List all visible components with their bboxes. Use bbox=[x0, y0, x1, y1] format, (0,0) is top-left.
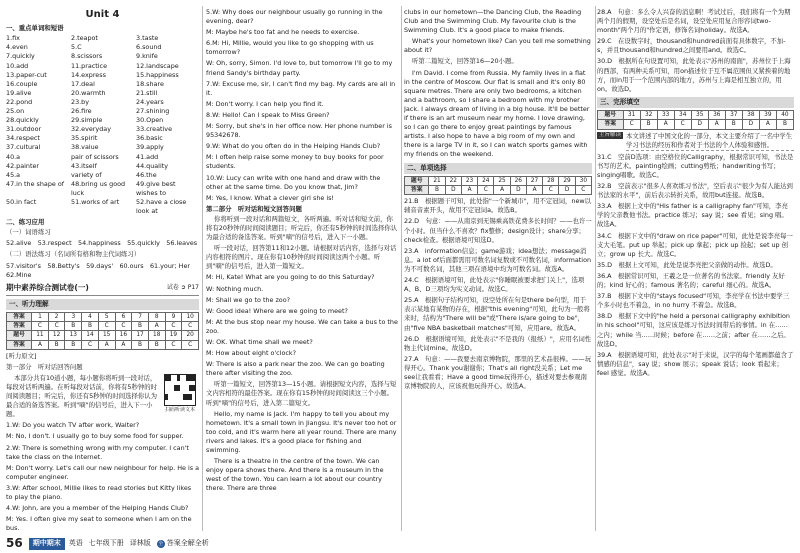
dialog-line: 4.W: John, are you a member of the Helping Hands Club? bbox=[6, 504, 189, 513]
dialog-list bbox=[206, 8, 398, 203]
table-cell: B bbox=[65, 322, 82, 331]
explanation-item: 27.A 句意：——我要去南京博物院，那里的艺术品很棒。——玩得开心。Thank you谢谢你；That's all right没关系；Let me see让我看看；Have a good time玩得开心，描述对要去参观南京博物院的人，应该祝他玩得开心。故选A。 bbox=[404, 354, 592, 391]
dialog-line: 10.W: Lucy can write with one hand and draw with the other at the same time. Do you know that, Jim? bbox=[206, 173, 381, 191]
explanation-item: 38.D 根据下文中的"he held a personal calligraphy exhibition in his school"可知，这应该是练习书法时间带后的事情。in 在……之内；while 当……时候；before 在……之前；after 在……之后。故选D。 bbox=[597, 312, 790, 348]
vocab-item: 18.share bbox=[136, 79, 164, 88]
part-a-intro: 本部分共有10道小题，每小题你将听到一段对话，每段对话听两遍。在听每段对话前，你将有5秒钟的时间阅读题目；听完后，你还有5秒钟的时间选择你认为最合适的备选答案。听到"嘀"的信号后，进入下一小题。 bbox=[6, 373, 158, 419]
table-cell: C bbox=[165, 322, 182, 331]
dialog-line: M: I often help raise some money to buy books for poor students. bbox=[206, 153, 384, 171]
subject-label: 英语 bbox=[68, 539, 83, 548]
passage-1-end: clubs in our hometown—the Dancing Club, the Reading Club and the Swimming Club. My favourite club is the Swimming Club. It's a good place to make friends. bbox=[404, 8, 582, 35]
table-cell: C bbox=[575, 186, 591, 195]
table-header: 答案 bbox=[598, 120, 624, 129]
table-cell: 20 bbox=[182, 331, 199, 340]
table-cell: D bbox=[691, 120, 708, 129]
table-cell: B bbox=[148, 340, 165, 349]
vocab-item: 6.sound bbox=[136, 43, 162, 52]
vocab-item: 12.landscape bbox=[136, 61, 179, 70]
explanation-list bbox=[597, 153, 794, 378]
table-cell: 32 bbox=[640, 111, 657, 120]
section-vocab-title: 一、重点单词和短语 bbox=[6, 24, 64, 33]
explanation-item: 30.D 根据所在句设置可知，此处表示"苏州的南面"，苏州位于上海的西部，有两种关系可知，用on描述位于互不属范围但又紧挨着的地方，而in用于一个范围内部的地方，苏州与上海是相互独立的，用on。故选D。 bbox=[597, 57, 791, 93]
explanation-list bbox=[597, 8, 794, 94]
table-cell: 39 bbox=[759, 111, 776, 120]
table-cell: A bbox=[461, 186, 477, 195]
table-header: 答案 bbox=[7, 312, 32, 321]
table-cell: 19 bbox=[165, 331, 182, 340]
table-cell: 40 bbox=[776, 111, 793, 120]
qr-code-image bbox=[164, 374, 196, 406]
vocab-item: 14.express bbox=[71, 70, 106, 79]
vocab-item: 2.teapot bbox=[71, 34, 98, 43]
table-cell: 15 bbox=[98, 331, 115, 340]
explanation-item: 35.D 根据上文可知，此处是说李亮把父亲做的动作。故选D。 bbox=[597, 260, 777, 269]
column-divider bbox=[401, 6, 402, 531]
table-cell: C bbox=[98, 322, 115, 331]
table-cell: 2 bbox=[48, 312, 65, 321]
page-number: 56 bbox=[6, 536, 23, 551]
table-header: 答案 bbox=[7, 340, 32, 349]
table-cell: 5 bbox=[98, 312, 115, 321]
answer-circle-icon: 全 bbox=[158, 541, 164, 547]
exam-reference: 试卷 ➲ P17 bbox=[166, 283, 199, 291]
table-cell: 23 bbox=[461, 176, 477, 185]
part-b-title: 第二部分 听对话和短文回答问题 bbox=[206, 204, 302, 213]
page-footer bbox=[0, 535, 800, 553]
dialog-line: W: Oh, sorry, Simon. I'd love to, but tomorrow I'll go to my friend Sandy's birthday party. bbox=[206, 59, 393, 77]
table-cell: 1 bbox=[32, 312, 49, 321]
multiple-choice-answer-table bbox=[404, 176, 592, 195]
dialog-line: M: Shall we go to the zoo? bbox=[206, 295, 291, 304]
dialog-line: 7.W: Excuse me, sir, I can't find my bag. My cards are all in it. bbox=[206, 79, 396, 97]
vocab-item: 4.even bbox=[6, 43, 28, 52]
table-cell: 34 bbox=[674, 111, 691, 120]
grammar-answers-a: 57.visitor's 58.Betty's 59.days' 60.ours 61.your; Her bbox=[6, 261, 191, 270]
table-cell: C bbox=[48, 322, 65, 331]
vocab-item: 21.still bbox=[136, 88, 158, 97]
vocab-list bbox=[6, 34, 199, 216]
table-cell: 26 bbox=[510, 176, 526, 185]
vocab-item: 23.by bbox=[71, 97, 90, 106]
table-cell: 3 bbox=[65, 312, 82, 321]
exam-title-text: 期中素养综合测试卷(一) bbox=[6, 282, 89, 292]
table-cell: C bbox=[478, 186, 494, 195]
explanation-item: 21.B 根据题干可知，此处指"一个新城市"，用不定冠词，new以辅音音素开头，故用不定冠词a。故选B。 bbox=[404, 197, 592, 215]
dialog-line: 3.W: After school, Millie likes to read stories but Kitty likes to play the piano. bbox=[6, 483, 192, 502]
table-cell: A bbox=[657, 120, 674, 129]
vocab-item: 24.years bbox=[136, 97, 164, 106]
table-cell: B bbox=[82, 322, 99, 331]
table-cell: 27 bbox=[526, 176, 542, 185]
explanation-item: 36.A 根据常识可知，王羲之是一位著名的书法家。friendly 友好的；kind 好心的；famous 著名的；careful 细心的。故选A。 bbox=[597, 271, 785, 290]
column-1 bbox=[6, 8, 199, 535]
explanation-item: 28.A 句意：多么令人兴奋的消息啊！考试过后，我们将有一个为期两个月的假期，设空处后是名词，设空处应用复合形容词two-month"两个月的"作定语，修饰名词holiday。故选A。 bbox=[597, 8, 791, 35]
table-cell: A bbox=[708, 120, 725, 129]
grammar-answers-b: 62.Mine bbox=[6, 261, 197, 279]
table-cell: 17 bbox=[132, 331, 149, 340]
table-cell: D bbox=[742, 120, 759, 129]
dialog-line: M: How about eight o'clock? bbox=[206, 349, 296, 358]
vocab-item: 50.in fact bbox=[6, 197, 37, 206]
table-cell: A bbox=[98, 340, 115, 349]
dialog-line: M: No, I don't. I usually go to buy some food for supper. bbox=[6, 432, 184, 441]
table-cell: 30 bbox=[575, 176, 591, 185]
dialog-line: 1.W: Do you watch TV after work, Walter? bbox=[6, 421, 140, 430]
table-cell: C bbox=[165, 340, 182, 349]
table-cell: 6 bbox=[115, 312, 132, 321]
dialog-line: W: There is also a park near the zoo. We can go boating there after visiting the zoo. bbox=[206, 360, 385, 378]
dialog-line: M: Sorry, but she's in her office now. Her phone number is 95342678. bbox=[206, 122, 392, 140]
dialog-line: 2.W: There is something wrong with my computer. I can't take the class on the Internet. bbox=[6, 443, 189, 461]
table-cell: 4 bbox=[82, 312, 99, 321]
table-cell: B bbox=[640, 120, 657, 129]
table-header: 题号 bbox=[405, 176, 429, 185]
explanation-item: 33.A 根据上文中的"His father is a calligraphy fan"可知，李亮学的父亲教他书法。practice 练习；say 说；see 看见；sing 唱。故选A。 bbox=[597, 202, 788, 229]
dialog-list bbox=[6, 421, 199, 533]
explanation-item: 34.C 根据下文中的"draw on rice paper"可知，此处是说李亮每一支大毛笔。put up 举起；pick up 拿起；pick up 捡起；set up 创立；grow up 长大。故选C。 bbox=[597, 231, 793, 258]
word-practice-title: （一）词语练习 bbox=[6, 228, 51, 237]
vocab-item: 8.scissors bbox=[71, 52, 103, 61]
dialog-line: M: Hi, Kate! What are you going to do this Saturday? bbox=[206, 273, 375, 282]
vocab-item: 43.itself bbox=[71, 161, 97, 170]
vocab-item: 35.spirit bbox=[71, 134, 98, 143]
dialog-line: M: Yes, I know. What a clever girl she is! bbox=[206, 193, 334, 202]
vocab-item: 29.simple bbox=[71, 116, 103, 125]
table-cell: C bbox=[543, 186, 559, 195]
table-cell: C bbox=[623, 120, 640, 129]
listening-answer-table bbox=[6, 312, 199, 350]
vocab-item: variety of bbox=[71, 170, 102, 179]
vocab-item: 44.quality bbox=[136, 161, 169, 170]
table-cell: A bbox=[526, 186, 542, 195]
vocab-item: 26.fire bbox=[71, 107, 92, 116]
table-cell: B bbox=[65, 340, 82, 349]
table-cell: B bbox=[132, 340, 149, 349]
vocab-item: 47.in the shape of bbox=[6, 179, 65, 188]
dialog-line: W: Good idea! Where are we going to meet? bbox=[206, 306, 348, 315]
listening-section-title: 一、听力理解 bbox=[6, 299, 199, 310]
table-cell: B bbox=[48, 340, 65, 349]
vocab-item: 17.deal bbox=[71, 79, 95, 88]
qr-code[interactable] bbox=[161, 374, 199, 414]
explanation-item: 31.C 空前D选项：由空格位的Calligraphy，根据常识可知，书法是书写的艺术。painting绘画；cutting剪纸；handwriting书写；singing唱歌。故选C。 bbox=[597, 152, 794, 180]
table-cell: D bbox=[559, 186, 575, 195]
vocab-item: 39.apply bbox=[136, 143, 164, 152]
vocab-item: 15.happiness bbox=[136, 70, 179, 79]
dialog-line: M: Yes. I often give my seat to someone when I am on the bus. bbox=[6, 515, 192, 533]
table-cell: 11 bbox=[32, 331, 49, 340]
explanation-item: 39.A 根据语境可知，此处表示"对于来说，汉字的每个笔画都蕴含了情感的信息"，say 说；show 展示；speak 说话；look 看起来；feel 感觉。故选A。 bbox=[597, 350, 794, 377]
column-divider bbox=[202, 6, 203, 531]
explanation-item: 29.C 在设数字时，thousand和hundred前面有具体数字，不加-s，并且thousand和hundred之间要用and。故选C。 bbox=[597, 37, 786, 55]
dialog-line: M: Maybe he's too fat and he needs to exercise. bbox=[206, 28, 360, 37]
listen-16-instruction: 听第二篇短文，回答第16—20小题。 bbox=[412, 57, 518, 66]
listen-11-instruction: 听一段对话，回答第11和12小题。请根据对话内容，选择与对话内容相符的图片。现在你有10秒钟的时间阅读这两个小题。听到"嘀"的信号后，进入第一篇短文。 bbox=[206, 244, 397, 271]
part-a-title: 第一部分 听对话回答问题 bbox=[6, 362, 83, 371]
vocab-item: 9.knife bbox=[136, 52, 158, 61]
listening-text-label: [听力原文] bbox=[6, 351, 37, 360]
table-cell: 25 bbox=[494, 176, 510, 185]
table-cell: 38 bbox=[742, 111, 759, 120]
table-cell: 21 bbox=[429, 176, 445, 185]
passage-1-question: What's your hometown like? Can you tell me something about it? bbox=[404, 37, 591, 55]
section-practice-title: 二、练习应用 bbox=[6, 218, 45, 227]
vocab-item: 40.a bbox=[6, 152, 21, 161]
vocab-item: 31.outdoor bbox=[6, 125, 42, 134]
grammar-practice-title: （二）语法练习（名词所有格和物主代词练习） bbox=[6, 250, 141, 259]
table-cell: 14 bbox=[82, 331, 99, 340]
table-cell: B bbox=[776, 120, 793, 129]
vocab-item: 41.add bbox=[136, 152, 159, 161]
multiple-choice-title: 二、单项选择 bbox=[404, 163, 592, 174]
vocab-item: 42.painter bbox=[6, 161, 40, 170]
column-divider bbox=[595, 6, 596, 531]
table-cell: D bbox=[510, 186, 526, 195]
vocab-item: 27.shining bbox=[136, 107, 170, 116]
dialog-line: W: OK. What time shall we meet? bbox=[206, 338, 313, 346]
table-cell: 22 bbox=[445, 176, 461, 185]
vocab-item: 51.works of art bbox=[71, 197, 120, 206]
tip-text: 本文讲述了中国文化的一部分，本文主要介绍了一名中学生学习书法的经历和作者对于书法的个人体验和感悟。 bbox=[626, 132, 794, 151]
grade-label: 七年级下册 bbox=[88, 539, 124, 548]
vocab-item: 45.a bbox=[6, 170, 21, 179]
unit-title: Unit 4 bbox=[85, 9, 120, 20]
dialog-line: 5.W: Why does our neighbour usually go running in the evening, dear? bbox=[206, 8, 383, 26]
cloze-title: 三、完形填空 bbox=[597, 97, 794, 108]
table-cell: 8 bbox=[148, 312, 165, 321]
vocab-item: 13.paper-cut bbox=[6, 70, 47, 79]
column-4 bbox=[597, 8, 794, 380]
vocab-item: 38.value bbox=[71, 143, 99, 152]
dialog-line: M: At the bus stop near my house. We can take a bus to the zoo. bbox=[206, 317, 398, 335]
table-cell: 18 bbox=[148, 331, 165, 340]
explanation-item: 25.A 根据句子结构可知，设空处所在句是there be句型，用于表示某地有某物的存在，根据"this evening"可知，此句为一般将来时，结构为"There will be"或"There is/are going to be"，由"five NBA basketball matches"可知，应用are。故选A。 bbox=[404, 296, 590, 332]
vocab-item: 22.pond bbox=[6, 97, 33, 106]
vocab-item: 5.C bbox=[71, 43, 82, 52]
table-cell: 24 bbox=[478, 176, 494, 185]
table-cell: 9 bbox=[165, 312, 182, 321]
table-cell: 28 bbox=[543, 176, 559, 185]
table-cell: A bbox=[759, 120, 776, 129]
vocab-item: 19.alive bbox=[6, 88, 32, 97]
table-cell: C bbox=[182, 340, 199, 349]
vocab-item: 1.fix bbox=[6, 34, 20, 43]
vocab-item: 16.couple bbox=[6, 79, 38, 88]
part-b-intro: 你将听到一段对话和两篇短文，各听两遍。听对话和短文前，你将有20秒钟的时间阅读题目；听完后，你还有5秒钟的时间选择你认为最合适的备选答案。听到"嘀"的信号后，进入下一小题。 bbox=[206, 214, 398, 242]
table-cell: A bbox=[32, 340, 49, 349]
vocab-item: 11.practice bbox=[71, 61, 108, 70]
table-header: 答案 bbox=[405, 186, 429, 195]
table-header: 题号 bbox=[7, 331, 32, 340]
table-cell: B bbox=[132, 322, 149, 331]
table-cell: C bbox=[82, 340, 99, 349]
table-cell: 10 bbox=[182, 312, 199, 321]
explanation-item: 24.C 根据语境可知，此处表示"你睡眠被要求把门关上"，选项A、B、D三项均为实义动词。故选C。 bbox=[404, 276, 585, 294]
vocab-item: 33.creative bbox=[136, 125, 173, 134]
explanation-item: 26.D 根据语境可知，此处表示"不是我的（报纸）"，应用名词性物主代词mine。故选D。 bbox=[404, 334, 592, 352]
table-cell: C bbox=[32, 322, 49, 331]
table-cell: A bbox=[148, 322, 165, 331]
table-cell: 36 bbox=[708, 111, 725, 120]
cloze-answer-table bbox=[597, 110, 794, 129]
explanation-list bbox=[404, 197, 592, 391]
explanation-item: 32.B 空前表示"很多人喜欢练习书法"，空后表示"很少为有人能达到书法家的水平"，前后表示转折关系，故用but连接。故选B。 bbox=[597, 182, 793, 200]
table-cell: B bbox=[429, 186, 445, 195]
dialog-line: M: Don't worry. I can help you find it. bbox=[206, 99, 324, 108]
table-cell: C bbox=[115, 322, 132, 331]
column-3 bbox=[404, 8, 592, 393]
tip-badge: 主旨解读 bbox=[599, 131, 622, 138]
table-header: 答案 bbox=[7, 322, 32, 331]
vocab-item: pair of scissors bbox=[71, 152, 119, 161]
vocab-item: 34.respect bbox=[6, 134, 40, 143]
passage-1-continued: There is a theatre in the centre of the town. We can enjoy opera shows there. And there is a museum in the west of the town. You can learn a lot about our country there. There are three bbox=[206, 457, 384, 493]
listen-13-instruction: 听第一篇短文，回答第13—15小题。请根据短文内容，选择与短文内容相符的最佳答案。现在你有15秒钟的时间阅读这三个小题。听到"嘀"的信号后，进入第二篇短文。 bbox=[206, 380, 397, 407]
word-practice-answers: 52.alive 53.respect 54.happiness 55.quickly 56.leaves bbox=[6, 239, 198, 248]
column-2 bbox=[206, 8, 398, 496]
table-header: 题号 bbox=[598, 111, 624, 120]
vocab-item: 46.the bbox=[136, 170, 157, 179]
passage-2: I'm David. I come from Russia. My family lives in a flat in the centre of Moscow. Our flat is small and it's only 80 square metres. There are only two bedrooms, a kitchen and a bathroom, so I share a bedroom with my brother Jack. I always dream of living in a big house. It'll be better if there is an art museum near my home. I love drawing, so I can go there to enjoy great paintings by famous artists. I also hope to have a big room of my own and there is a large TV in it, so I can watch sports games with my friends on the weekend. bbox=[404, 68, 590, 159]
dialog-line: M: Don't worry. Let's call our new neighbour for help. He is a computer engineer. bbox=[6, 463, 199, 481]
table-cell: 35 bbox=[691, 111, 708, 120]
dialog-line: 9.W: What do you often do in the Helping Hands Club? bbox=[206, 142, 381, 151]
table-cell: D bbox=[445, 186, 461, 195]
brand-badge: 期中期末 bbox=[29, 538, 65, 550]
vocab-item: 7.quickly bbox=[6, 52, 35, 61]
vocab-item: 37.cultural bbox=[6, 143, 41, 152]
vocab-item: 36.basic bbox=[136, 134, 163, 143]
explanation-item: 37.B 根据下文中的"stays focused"可知，李亮学在书法中要学三个多小时也不着急，in no hurry 不着急。故选B。 bbox=[597, 292, 790, 310]
vocab-item: 48.bring us good luck bbox=[71, 179, 126, 197]
dialog-line: 6.M: Hi, Millie, would you like to go shopping with us tomorrow? bbox=[206, 39, 374, 57]
table-cell: 16 bbox=[115, 331, 132, 340]
vocab-item: 52.have a close look at bbox=[136, 197, 187, 216]
dialog-line: 8.W: Hello! Can I speak to Miss Green? bbox=[206, 110, 330, 119]
answer-label: 答案全解全析 bbox=[166, 539, 209, 548]
table-cell: 31 bbox=[623, 111, 640, 120]
theme-tip bbox=[597, 132, 794, 151]
dialog-line: W: Nothing much. bbox=[206, 284, 264, 293]
table-cell: 13 bbox=[65, 331, 82, 340]
vocab-item: 32.everyday bbox=[71, 125, 111, 134]
table-cell: 29 bbox=[559, 176, 575, 185]
exam-title bbox=[6, 283, 199, 296]
table-cell: A bbox=[115, 340, 132, 349]
table-cell: C bbox=[674, 120, 691, 129]
vocab-item: 28.quickly bbox=[6, 116, 39, 125]
vocab-item: 20.warmth bbox=[71, 88, 106, 97]
explanation-item: 23.A information信息；game游戏；idea想法；message消息。a lot of后面都需用可数名词复数或不可数名词，information为不可数名词，其他三项在语境中均为可数名词。故选A。 bbox=[404, 246, 592, 273]
vocab-item: 25.on bbox=[6, 107, 25, 116]
qr-caption: 扫码听读文本 bbox=[164, 406, 195, 413]
edition-label: 译林版 bbox=[129, 539, 151, 548]
table-cell: 7 bbox=[132, 312, 149, 321]
dialog-list bbox=[206, 273, 398, 378]
vocab-item: 10.add bbox=[6, 61, 29, 70]
vocab-item: 49.give best wishes to bbox=[136, 179, 176, 197]
grammar-practice-answers bbox=[6, 262, 199, 280]
table-cell: 33 bbox=[657, 111, 674, 120]
table-cell: 37 bbox=[725, 111, 742, 120]
passage-1: Hello, my name is Jack. I'm happy to tell you about my hometown. It's a small town in Jiangsu. It's never too hot or too cold, and it's warm here all year round. There are many rivers and lakes. It's a good place for fishing and swimming. bbox=[206, 409, 397, 455]
table-cell: A bbox=[494, 186, 510, 195]
table-cell: 12 bbox=[48, 331, 65, 340]
table-cell: C bbox=[182, 322, 199, 331]
explanation-item: 22.D 句意：——从南京到无锡乘高铁花费多长时间？——也许一个小时。但当什么不喜欢？fix整修；design设计；share分享；check检查。根据语境可知选D。 bbox=[404, 217, 592, 244]
table-cell: B bbox=[725, 120, 742, 129]
vocab-item: 30.Open bbox=[136, 116, 164, 125]
vocab-item: 3.taste bbox=[136, 34, 159, 43]
